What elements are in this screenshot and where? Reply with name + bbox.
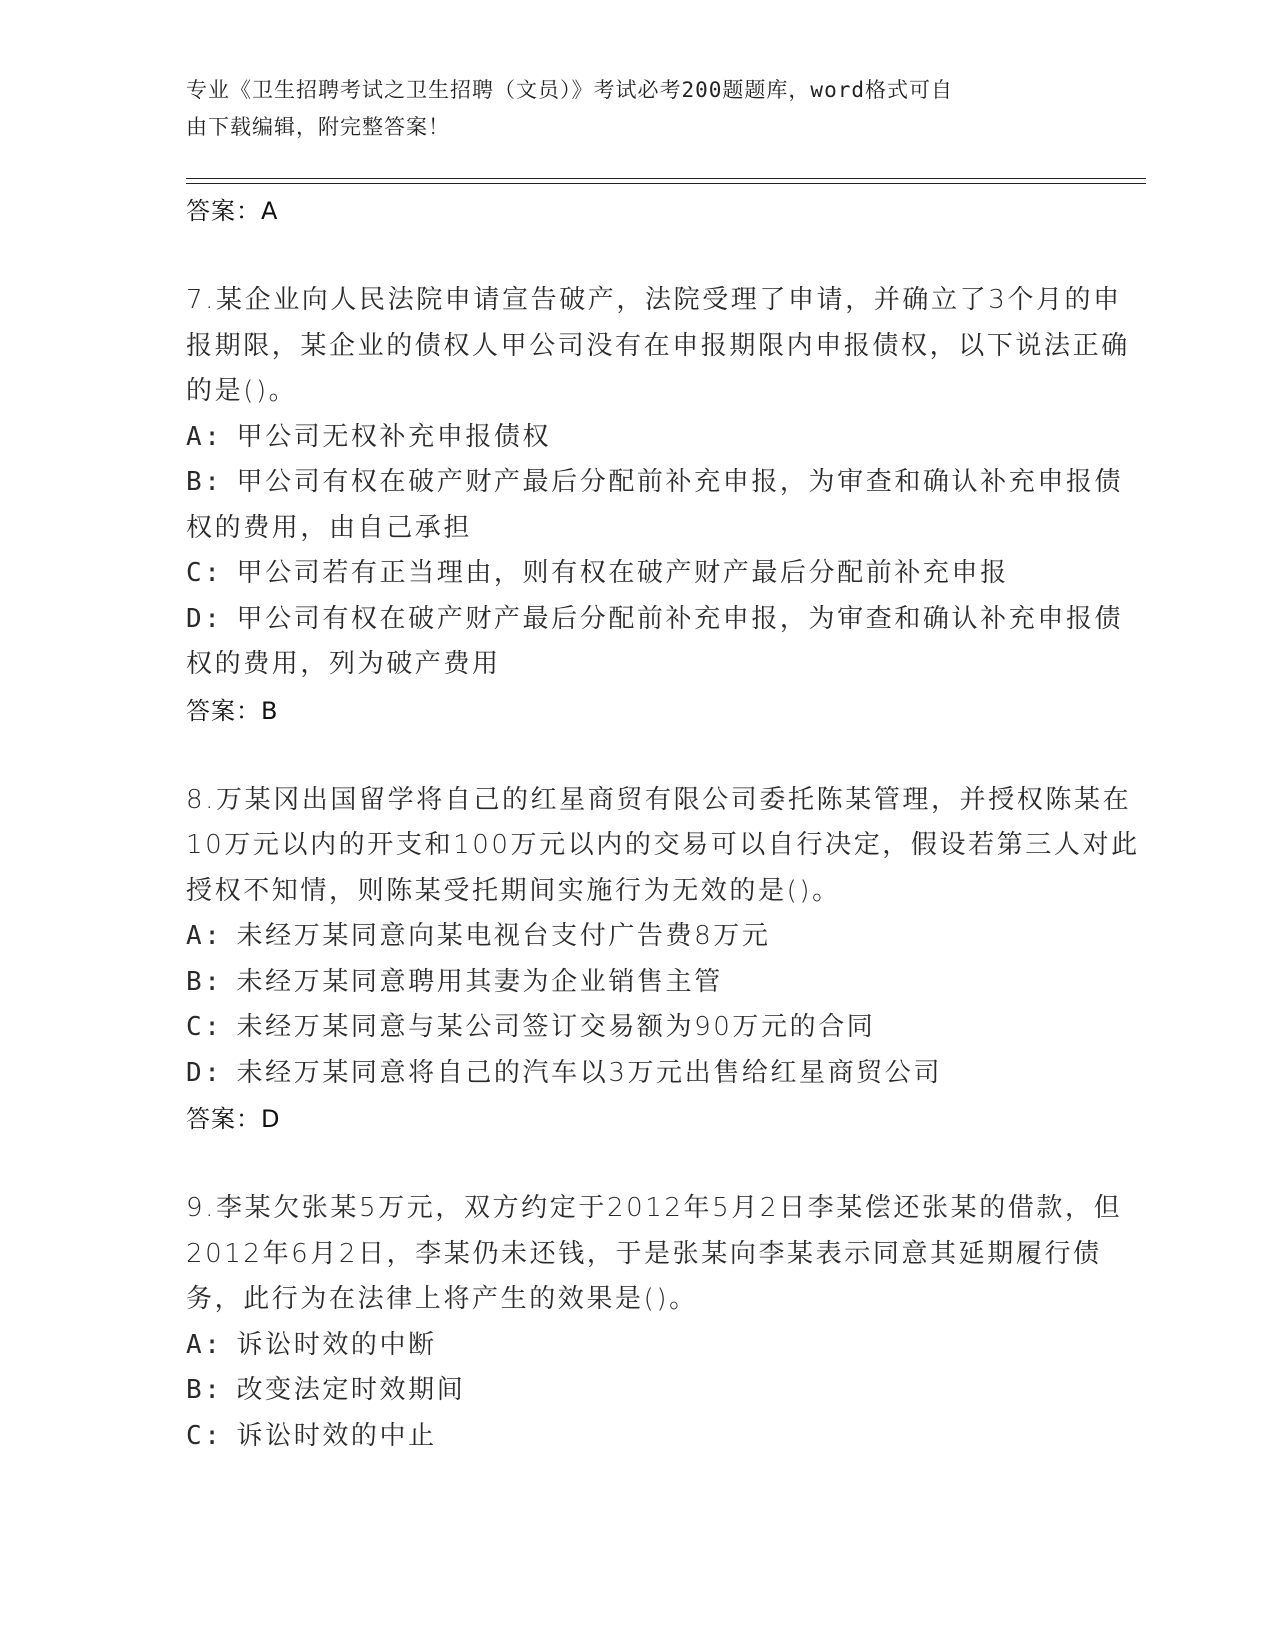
option-item bbox=[186, 1414, 1146, 1460]
option-letter: A: bbox=[186, 921, 223, 951]
question-text: 9.李某欠张某5万元，双方约定于2012年5月2日李某偿还张某的借款，但2012年6月2日，李某仍未还钱，于是张某向李某表示同意其延期履行债务，此行为在法律上将产生的效果是()。 bbox=[186, 1193, 1123, 1314]
option-letter: A: bbox=[186, 1329, 223, 1360]
question-text: 8.万某冈出国留学将自己的红星商贸有限公司委托陈某管理，并授权陈某在10万元以内的开支和100万元以内的交易可以自行决定，假设若第三人对此授权不知情，则陈某受托期间实施行为无效的是()。 bbox=[186, 784, 1140, 906]
question-text: 7.某企业向人民法院申请宣告破产，法院受理了申请，并确立了3个月的申报期限，某企业的债权人甲公司没有在申报期限内申报债权，以下说法正确的是()。 bbox=[186, 285, 1130, 406]
option-text: 诉讼时效的中断 bbox=[236, 1329, 437, 1360]
option-text: 甲公司有权在破产财产最后分配前补充申报，为审查和确认补充申报债权的费用，由自己承担 bbox=[186, 467, 1124, 543]
option-text: 改变法定时效期间 bbox=[236, 1375, 466, 1405]
option-item bbox=[186, 551, 1146, 597]
answer-label: 答案：A bbox=[186, 197, 279, 225]
header-divider-bottom bbox=[186, 183, 1146, 184]
option-letter: A: bbox=[186, 421, 223, 452]
header-divider-top bbox=[186, 178, 1146, 179]
option-item bbox=[186, 1323, 1146, 1369]
question-block bbox=[186, 278, 1146, 734]
option-item bbox=[186, 1368, 1146, 1414]
option-item bbox=[186, 460, 1146, 551]
document-body bbox=[186, 188, 1146, 1459]
option-letter: B: bbox=[186, 467, 223, 497]
option-letter: B: bbox=[186, 966, 223, 997]
document-header bbox=[186, 72, 1146, 146]
option-text: 诉讼时效的中止 bbox=[236, 1420, 437, 1451]
option-letter: C: bbox=[186, 1420, 223, 1451]
option-text: 甲公司有权在破产财产最后分配前补充申报，为审查和确认补充申报债权的费用，列为破产费用 bbox=[186, 603, 1124, 679]
question-block bbox=[186, 1186, 1146, 1459]
answer-label: 答案：D bbox=[186, 1105, 281, 1133]
option-item bbox=[186, 415, 1146, 461]
option-letter: D: bbox=[186, 1057, 223, 1088]
option-item bbox=[186, 1051, 1146, 1097]
option-text: 甲公司无权补充申报债权 bbox=[236, 421, 552, 452]
document-page bbox=[186, 0, 1146, 1650]
option-text: 未经万某同意将自己的汽车以3万元出售给红星商贸公司 bbox=[236, 1057, 943, 1088]
option-item bbox=[186, 1005, 1146, 1051]
option-letter: D: bbox=[186, 603, 223, 634]
option-text: 未经万某同意聘用其妻为企业销售主管 bbox=[236, 966, 723, 997]
header-title-line-1: 专业《卫生招聘考试之卫生招聘（文员）》考试必考200题题库，word格式可自 bbox=[186, 78, 953, 102]
option-text: 未经万某同意与某公司签订交易额为90万元的合同 bbox=[236, 1012, 876, 1042]
option-text: 未经万某同意向某电视台支付广告费8万元 bbox=[236, 921, 771, 951]
option-item bbox=[186, 597, 1146, 688]
option-letter: B: bbox=[186, 1375, 223, 1405]
question-block bbox=[186, 778, 1146, 1143]
option-letter: C: bbox=[186, 558, 223, 588]
option-item bbox=[186, 960, 1146, 1006]
option-letter: C: bbox=[186, 1012, 223, 1042]
answer-label: 答案：B bbox=[186, 696, 279, 725]
option-text: 甲公司若有正当理由，则有权在破产财产最后分配前补充申报 bbox=[236, 558, 1009, 588]
header-title-line-2: 由下载编辑，附完整答案！ bbox=[186, 115, 450, 139]
option-item bbox=[186, 914, 1146, 960]
